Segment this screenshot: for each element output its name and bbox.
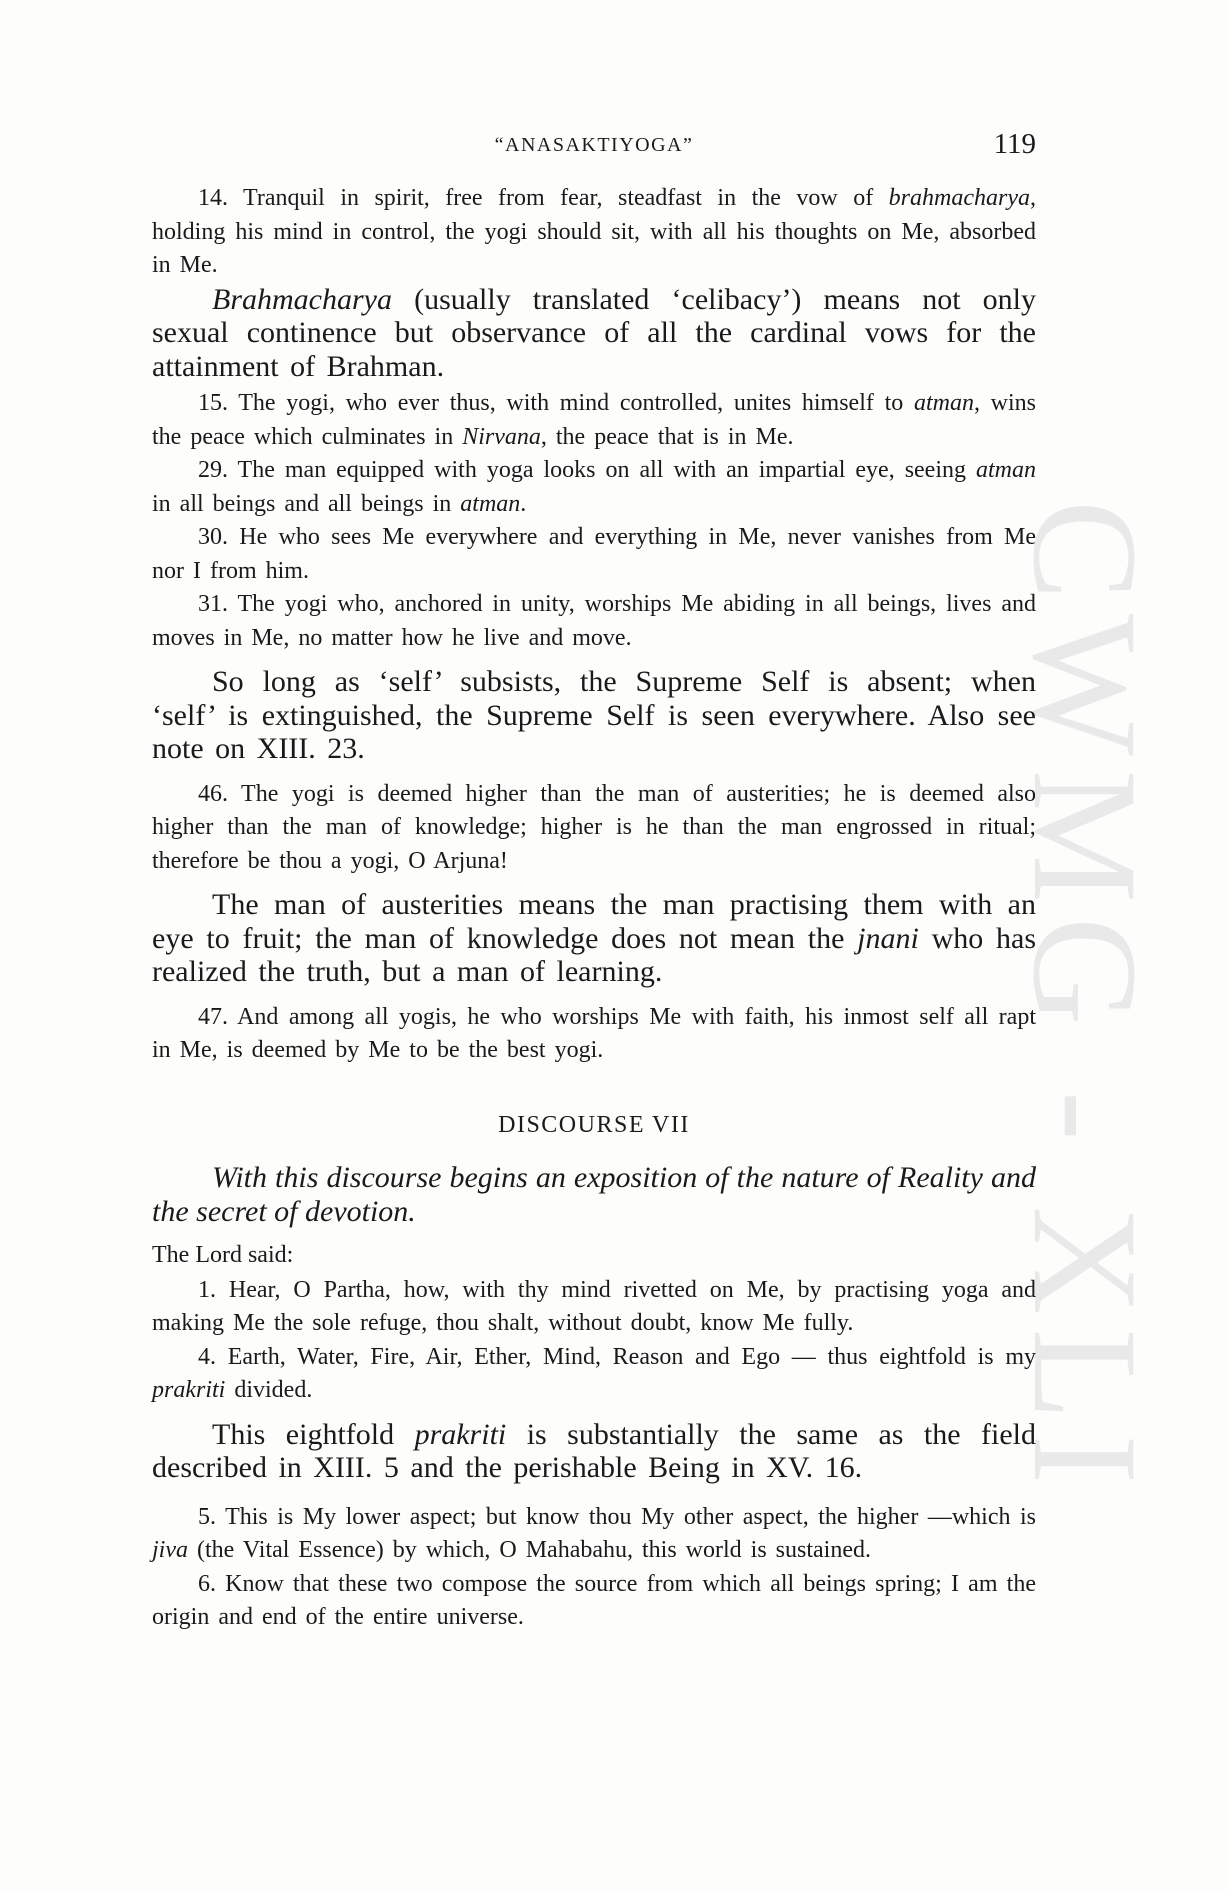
verse-15: 15. The yogi, who ever thus, with mind controlled, unites himself to atman, wins the peace which culminates in Nirvana, the peace that is in Me.	[152, 390, 1036, 450]
verse-46: 46. The yogi is deemed higher than the man of austerities; he is deemed also higher than the man of knowledge; higher is he than the man engrossed in ritual; therefore be thou a yogi, O Arjuna!	[152, 780, 1036, 874]
verse-7-5: 5. This is My lower aspect; but know thou My other aspect, the higher —which is jiva (the Vital Essence) by which, O Mahabahu, this world is sustained.	[152, 1503, 1036, 1563]
verse-7-6: 6. Know that these two compose the source from which all beings spring; I am the origin and end of the entire universe.	[152, 1570, 1036, 1630]
page-number: 119	[993, 128, 1036, 160]
commentary-31: So long as ‘self’ subsists, the Supreme Self is absent; when ‘self’ is extinguished, the Supreme Self is seen everywhere. Also see note on XIII. 23.	[152, 665, 1036, 765]
verse-30: 30. He who sees Me everywhere and everything in Me, never vanishes from Me nor I from him.	[152, 524, 1036, 584]
watermark: CWMG - XLI	[1002, 500, 1168, 1499]
commentary-46: The man of austerities means the man practising them with an eye to fruit; the man of knowledge does not mean the jnani who has realized the truth, but a man of learning.	[152, 888, 1036, 988]
commentary-7-4: This eightfold prakriti is substantially the same as the field described in XIII. 5 and the perishable Being in XV. 16.	[152, 1417, 1036, 1484]
verse-47: 47. And among all yogis, he who worships Me with faith, his inmost self all rapt in Me, is deemed by Me to be the best yogi.	[152, 1003, 1036, 1063]
running-head	[152, 128, 1036, 168]
speaker-line: The Lord said:	[152, 1241, 294, 1268]
discourse-intro: With this discourse begins an exposition of the nature of Reality and the secret of devotion.	[152, 1160, 1036, 1228]
verse-7-4: 4. Earth, Water, Fire, Air, Ether, Mind, Reason and Ego — thus eightfold is my prakriti divided.	[152, 1343, 1036, 1403]
running-title: “ANASAKTIYOGA”	[494, 134, 694, 156]
discourse-heading: DISCOURSE VII	[498, 1111, 690, 1138]
verse-29: 29. The man equipped with yoga looks on all with an impartial eye, seeing atman in all beings and all beings in atman.	[152, 457, 1036, 517]
page-content	[152, 128, 1036, 1635]
commentary-14: Brahmacharya (usually translated ‘celibacy’) means not only sexual continence but observance of all the cardinal vows for the attainment of Brahman.	[152, 282, 1036, 383]
verse-31: 31. The yogi who, anchored in unity, worships Me abiding in all beings, lives and moves in Me, no matter how he live and move.	[152, 591, 1036, 651]
verse-14: 14. Tranquil in spirit, free from fear, steadfast in the vow of brahmacharya, holding his mind in control, the yogi should sit, with all his thoughts on Me, absorbed in Me.	[152, 185, 1036, 278]
verse-7-1: 1. Hear, O Partha, how, with thy mind rivetted on Me, by practising yoga and making Me the sole refuge, thou shalt, without doubt, know Me fully.	[152, 1276, 1036, 1336]
